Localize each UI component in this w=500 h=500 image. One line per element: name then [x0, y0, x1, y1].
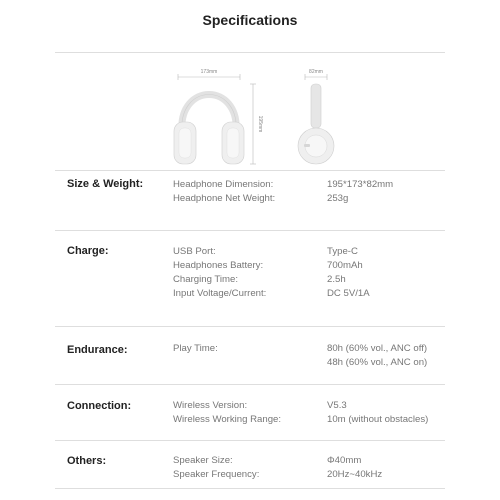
spec-key: Input Voltage/Current:	[173, 288, 267, 299]
section-label-others: Others:	[67, 455, 107, 467]
spec-value: Φ40mm	[327, 455, 362, 466]
divider	[55, 384, 445, 385]
spec-value: 700mAh	[327, 260, 363, 271]
headphone-diagram	[160, 62, 360, 174]
spec-value: 20Hz~40kHz	[327, 469, 383, 480]
spec-key: Charging Time:	[173, 274, 239, 285]
spec-value: 195*173*82mm	[327, 179, 394, 190]
spec-key: USB Port:	[173, 246, 216, 257]
divider	[55, 326, 445, 327]
spec-value: Type-C	[327, 246, 358, 257]
spec-value: V5.3	[327, 400, 347, 411]
width-label: 173mm	[200, 69, 218, 75]
spec-value: 2.5h	[327, 274, 346, 285]
section-label-endurance: Endurance:	[67, 344, 128, 356]
section-label-charge: Charge:	[67, 245, 109, 257]
height-label: 195mm	[257, 115, 263, 133]
spec-key: Headphones Battery:	[173, 260, 264, 271]
spec-value: 253g	[327, 193, 349, 204]
spec-key: Wireless Working Range:	[173, 414, 282, 425]
spec-value: DC 5V/1A	[327, 288, 370, 299]
spec-key: Headphone Dimension:	[173, 179, 274, 190]
divider	[55, 170, 445, 171]
divider	[55, 52, 445, 53]
depth-label: 82mm	[309, 69, 323, 75]
spec-key: Speaker Frequency:	[173, 469, 260, 480]
spec-key: Speaker Size:	[173, 455, 233, 466]
spec-value: 10m (without obstacles)	[327, 414, 429, 425]
spec-key: Wireless Version:	[173, 400, 248, 411]
divider	[55, 440, 445, 441]
spec-key: Headphone Net Weight:	[173, 193, 276, 204]
divider	[55, 488, 445, 489]
section-label-size-weight: Size & Weight:	[67, 178, 144, 190]
spec-value: 48h (60% vol., ANC on)	[327, 357, 428, 368]
spec-value: 80h (60% vol., ANC off)	[327, 343, 428, 354]
page-title: Specifications	[202, 12, 298, 28]
section-label-connection: Connection:	[67, 400, 132, 412]
spec-key: Play Time:	[173, 343, 218, 354]
headphone-illustration	[160, 62, 360, 174]
divider	[55, 230, 445, 231]
